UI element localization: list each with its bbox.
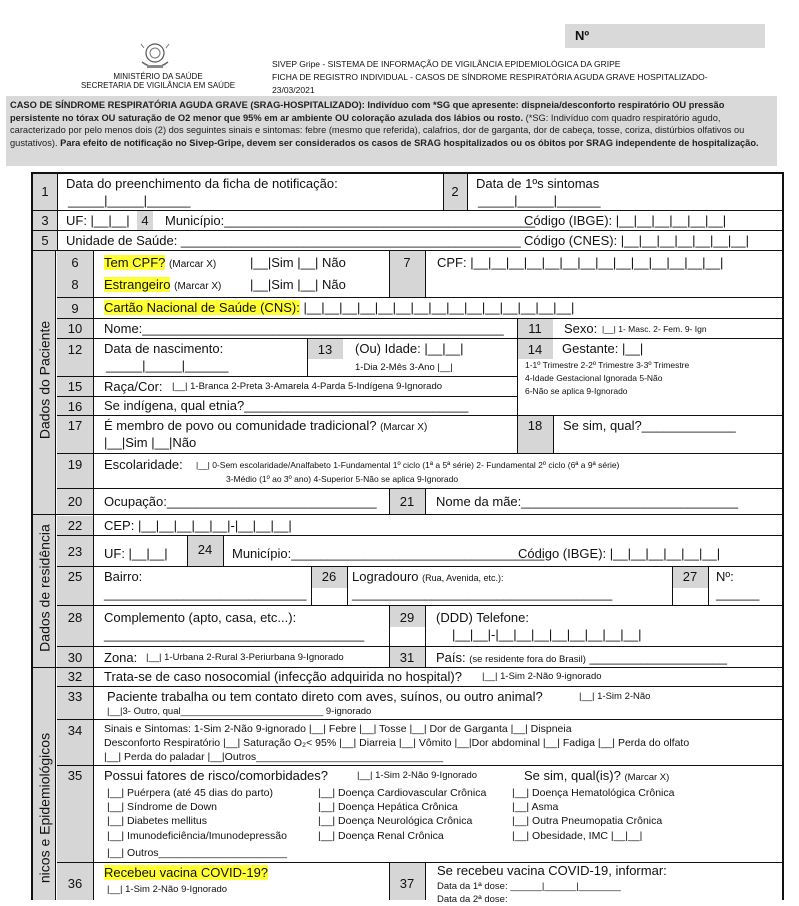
- field-number: 28: [67, 610, 83, 625]
- field-number: 32: [67, 669, 83, 684]
- field-number: 3: [41, 213, 49, 228]
- row-line: [57, 686, 784, 687]
- community-which-field[interactable]: Se sim, qual?_____________: [563, 418, 736, 433]
- row-line: [57, 396, 517, 397]
- covid-vaccine-options[interactable]: |__| 1-Sim 2-Não 9-Ignorado: [107, 884, 228, 895]
- mother-name-field[interactable]: Nome da mãe:______________________________: [436, 494, 739, 509]
- traditional-community-text: É membro de povo ou comunidade tradicional?: [104, 418, 377, 433]
- col-line: [517, 416, 518, 453]
- col-line: [93, 668, 94, 900]
- ministry-name: [78, 72, 238, 90]
- animal-contact-other[interactable]: |__|3- Outro, qual___________________________ 9-ignorado: [107, 706, 372, 717]
- age-text: (Ou) Idade:: [355, 341, 421, 356]
- animal-contact-question: Paciente trabalha ou tem contato direto com aves, suínos, ou outro animal?: [107, 689, 543, 704]
- field-number: 35: [67, 768, 83, 783]
- row-line: [57, 318, 784, 319]
- field-number: 17: [67, 418, 83, 433]
- field-number: 4: [141, 213, 149, 228]
- phone-field[interactable]: |__|__|-|__|__|__|__|__|__|__|__|: [452, 627, 642, 642]
- row-line: [57, 719, 784, 720]
- house-number-label: Nº:: [716, 569, 734, 584]
- field-number: 12: [67, 342, 83, 357]
- field-number: 20: [67, 494, 83, 509]
- field-number: 31: [399, 650, 415, 665]
- field-number: 33: [67, 689, 83, 704]
- cns-label: Cartão Nacional de Saúde (CNS):: [104, 300, 300, 315]
- risk-factors-question: Possui fatores de risco/comorbidades?: [104, 768, 329, 783]
- col-line: [389, 489, 390, 514]
- symptoms-line-3[interactable]: |__| Perda do paladar |__|Outros________________________________: [104, 751, 444, 763]
- field-number: 18: [527, 418, 543, 433]
- field-number: 11: [528, 321, 542, 336]
- cns-question: [104, 300, 574, 315]
- birth-date-field[interactable]: _____|_____|______: [106, 358, 229, 373]
- col-line: [347, 567, 348, 605]
- comorbidity-pneumopathy[interactable]: |__| Outra Pneumopatia Crônica: [512, 815, 663, 827]
- education-options[interactable]: |__| 0-Sem escolaridade/Analfabeto 1-Fundamental 1º ciclo (1ª a 5ª série) 2- Fundamental 2º ciclo (6ª a 9ª série): [196, 460, 620, 470]
- row-line: [57, 453, 784, 454]
- cnes-code-field[interactable]: Código (CNES): |__|__|__|__|__|__|__|: [524, 233, 750, 248]
- municipality-field[interactable]: Município:___________________________________________: [165, 213, 536, 228]
- section-residence: Dados de residência: [36, 524, 53, 652]
- sex-label: Sexo:: [564, 321, 598, 336]
- traditional-community-question: [104, 418, 427, 433]
- field-number: 30: [67, 650, 83, 665]
- definition-bold: CASO DE SÍNDROME RESPIRATÓRIA AGUDA GRAVE (SRAG-HOSPITALIZADO): Indivíduo com *SG que apresente: dispneia/desconforto respiratório OU pressão persistente no tórax OU saturação de O2 menor que 95% em ar ambiente OU coloração azulada dos lábios ou rosto.: [10, 100, 725, 123]
- field-number: 16: [67, 399, 83, 414]
- comorbidity-down[interactable]: |__| Síndrome de Down: [107, 801, 217, 813]
- comorbidity-immunodeficiency[interactable]: |__| Imunodeficiência/Imunodepressão: [107, 830, 287, 842]
- definition-note: Para efeito de notificação no Sivep-Gripe, devem ser considerados os casos de SRAG hospitalizados ou os óbitos por SRAG independente de hospitalização.: [60, 137, 759, 148]
- col-line: [389, 606, 390, 667]
- field-number: 22: [67, 518, 83, 533]
- row-line: [57, 488, 784, 489]
- form-number-field[interactable]: Nº: [565, 24, 765, 48]
- has-cpf-options[interactable]: |__|Sim |__| Não: [250, 255, 346, 270]
- field-number: 1: [41, 184, 49, 199]
- first-dose-date-field[interactable]: Data da 1ª dose: ______|______|________: [437, 881, 621, 892]
- field-number: 15: [67, 379, 83, 394]
- field-number: 29: [399, 610, 415, 625]
- occupation-field[interactable]: Ocupação:_____________________________: [104, 494, 377, 509]
- symptoms-line-1[interactable]: Sinais e Sintomas: 1-Sim 2-Não 9-ignorado |__| Febre |__| Tosse |__| Dor de Garganta |__| Dispneia: [104, 723, 572, 735]
- age-unit-options[interactable]: 1-Dia 2-Mês 3-Ano |__|: [355, 362, 453, 373]
- field-number: 21: [399, 494, 415, 509]
- col-line: [425, 863, 426, 900]
- name-field[interactable]: Nome:__________________________________________________: [104, 321, 504, 336]
- field-number: 10: [67, 321, 83, 336]
- cpf-field[interactable]: CPF: |__|__|__|__|__|__|__|__|__|__|__|__|__|__|: [437, 255, 724, 270]
- comorbidity-cardiovascular[interactable]: |__| Doença Cardiovascular Crônica: [318, 787, 487, 799]
- cep-field[interactable]: CEP: |__|__|__|__|__|-|__|__|__|: [104, 518, 292, 533]
- comorbidity-others[interactable]: |__| Outros______________________: [107, 847, 288, 859]
- country-label: [436, 650, 727, 665]
- ibge-code-field[interactable]: Código (IBGE): |__|__|__|__|__|__|: [524, 213, 727, 228]
- col-line: [553, 416, 554, 453]
- uf-field[interactable]: UF: |__|__|: [66, 213, 130, 228]
- col-line: [93, 251, 94, 667]
- field-number: 8: [71, 277, 79, 292]
- second-dose-date-field[interactable]: Data da 2ª dose:: [437, 894, 508, 905]
- row-line: [57, 862, 784, 863]
- comorbidity-neurologic[interactable]: |__| Doença Neurológica Crônica: [318, 815, 473, 827]
- secretariat-line: SECRETARIA DE VIGILÂNCIA EM SAÚDE: [80, 81, 236, 90]
- row-line: [57, 376, 517, 377]
- foreigner-question: [104, 277, 221, 292]
- complement-label: Complemento (apto, casa, etc...):: [104, 610, 297, 625]
- row-line: [57, 415, 784, 416]
- covid-vaccine-question: [104, 865, 268, 880]
- row-line: [57, 535, 784, 536]
- col-line: [311, 567, 312, 605]
- nosocomial-question: Trata-se de caso nosocomial (infecção adquirida no hospital)?: [104, 669, 462, 684]
- has-cpf-question: [104, 255, 216, 270]
- case-definition: [6, 96, 777, 166]
- col-line: [425, 251, 426, 297]
- health-unit-field[interactable]: Unidade de Saúde: _______________________________________________: [66, 233, 521, 248]
- ministry-line: MINISTÉRIO DA SAÚDE: [113, 72, 203, 81]
- house-number-field[interactable]: ______: [716, 586, 760, 601]
- comorbidity-diabetes[interactable]: |__| Diabetes mellitus: [107, 815, 208, 827]
- row-line: [57, 297, 784, 298]
- foreigner-options[interactable]: |__|Sim |__| Não: [250, 277, 346, 292]
- row-line: [33, 250, 784, 251]
- comorbidity-renal[interactable]: |__| Doença Renal Crônica: [318, 830, 444, 842]
- comorbidity-obesity[interactable]: |__| Obesidade, IMC |__|__|: [512, 830, 643, 842]
- field-number: 9: [71, 301, 79, 316]
- residence-ibge-field[interactable]: Código (IBGE): |__|__|__|__|__|__|: [518, 546, 721, 561]
- field-number: 14: [527, 342, 543, 357]
- symptoms-date-label: Data de 1ºs sintomas: [476, 176, 600, 191]
- comorbidity-asthma[interactable]: |__| Asma: [512, 801, 559, 813]
- comorbidity-puerpera[interactable]: |__| Puérpera (até 45 dias do parto): [107, 787, 273, 799]
- country-hint: (se residente fora do Brasil): [469, 654, 586, 665]
- risk-which-text: Se sim, qual(is)?: [524, 768, 621, 783]
- col-line: [517, 319, 518, 415]
- col-line: [223, 536, 224, 566]
- row-line: [33, 514, 784, 515]
- has-cpf-label: Tem CPF?: [104, 255, 166, 270]
- neighborhood-label: Bairro:: [104, 569, 143, 584]
- col-line: [187, 536, 188, 566]
- row-line: [57, 765, 784, 766]
- street-text: Logradouro: [352, 569, 419, 584]
- cns-field[interactable]: |__|__|__|__|__|__|__|__|__|__|__|__|__|__|__|: [303, 300, 575, 315]
- pregnant-option-line: 6-Não se aplica 9-Ignorado: [525, 386, 628, 396]
- field-number: 24: [197, 542, 213, 557]
- row-line: [33, 210, 784, 211]
- phone-label: (DDD) Telefone:: [436, 610, 529, 625]
- row-line: [57, 605, 784, 606]
- system-title: SIVEP Gripe - SISTEMA DE INFORMAÇÃO DE VIGILÂNCIA EPIDEMIOLÓGICA DA GRIPE: [272, 59, 621, 69]
- street-hint: (Rua, Avenida, etc.):: [422, 573, 504, 583]
- foreigner-label: Estrangeiro: [104, 277, 171, 292]
- pregnant-option-line: 4-Idade Gestacional Ignorada 5-Não: [525, 373, 663, 383]
- col-line: [389, 863, 390, 900]
- field-number: 25: [67, 569, 83, 584]
- risk-which-label: [524, 768, 669, 783]
- symptoms-date-field[interactable]: _____|_____|______: [478, 193, 601, 208]
- sex-options[interactable]: |__| 1- Masc. 2- Fem. 9- Ign: [602, 324, 707, 334]
- field-number: 19: [67, 457, 83, 472]
- education-label: Escolaridade:: [104, 457, 183, 472]
- field-number: 36: [67, 876, 83, 891]
- country-text: País:: [436, 650, 466, 665]
- field-number: 5: [41, 233, 49, 248]
- col-line: [425, 606, 426, 667]
- col-line: [672, 567, 673, 605]
- mark-x-hint: (Marcar X): [624, 772, 670, 783]
- neighborhood-field[interactable]: ____________________________: [104, 586, 307, 601]
- field-number: 13: [317, 342, 333, 357]
- traditional-community-options[interactable]: |__|Sim |__|Não: [104, 435, 197, 450]
- field-number: 2: [451, 184, 459, 199]
- row-line: [57, 566, 784, 567]
- age-label: [355, 341, 463, 356]
- field-number: 34: [67, 723, 83, 738]
- residence-uf-field[interactable]: UF: |__|__|: [104, 546, 168, 561]
- comorbidity-hematologic[interactable]: |__| Doença Hematológica Crônica: [512, 787, 675, 799]
- complement-field[interactable]: ____________________________________: [104, 627, 365, 642]
- section-clinical: nicos e Epidemiológicos: [36, 732, 53, 884]
- col-line: [307, 339, 308, 376]
- mark-x-hint: (Marcar X): [380, 422, 428, 433]
- pregnant-text: Gestante:: [562, 341, 619, 356]
- form-title: [272, 58, 752, 97]
- col-line: [708, 567, 709, 605]
- pregnant-field[interactable]: |__|: [622, 341, 644, 356]
- vaccine-info-label: Se recebeu vacina COVID-19, informar:: [437, 863, 667, 878]
- ethnicity-field[interactable]: Se indígena, qual etnia?_______________________________: [104, 398, 469, 413]
- field-number: 27: [682, 569, 698, 584]
- country-field[interactable]: ___________________: [589, 650, 727, 665]
- risk-factors-options[interactable]: |__| 1-Sim 2-Não 9-Ignorado: [357, 770, 478, 781]
- notification-date-field[interactable]: _____|_____|______: [68, 193, 191, 208]
- zone-options[interactable]: |__| 1-Urbana 2-Rural 3-Periurbana 9-Ignorado: [146, 652, 344, 663]
- row-line: [33, 667, 784, 668]
- race-label: Raça/Cor:: [104, 379, 163, 394]
- field-number: 23: [67, 544, 83, 559]
- field-number: 37: [399, 876, 415, 891]
- field-number: 7: [403, 255, 411, 270]
- form-subtitle: FICHA DE REGISTRO INDIVIDUAL - CASOS DE SÍNDROME RESPIRATÓRIA AGUDA GRAVE HOSPITALIZADO- 23/03/2021: [272, 72, 708, 95]
- row-line: [57, 338, 784, 339]
- street-field[interactable]: ____________________________________: [352, 586, 613, 601]
- row-line: [57, 646, 784, 647]
- coat-of-arms-logo: [138, 40, 172, 72]
- col-line: [425, 489, 426, 514]
- birth-date-label: Data de nascimento:: [104, 341, 224, 356]
- field-number: 6: [71, 255, 79, 270]
- symptoms-line-2[interactable]: Desconforto Respiratório |__| Saturação O₂< 95% |__| Diarreia |__| Vômito |__|Dor abdominal |__| Fadiga |__| Perda do olfato: [104, 737, 690, 749]
- mark-x-hint: (Marcar X): [174, 281, 222, 292]
- race-options[interactable]: |__| 1-Branca 2-Preta 3-Amarela 4-Parda 5-Indígena 9-Ignorado: [172, 381, 443, 392]
- field-number: 26: [321, 569, 337, 584]
- section-patient: Dados do Paciente: [36, 320, 53, 440]
- notification-date-label: Data do preenchimento da ficha de notificação:: [66, 176, 338, 191]
- col-line: [389, 251, 390, 297]
- age-field[interactable]: |__|__|: [424, 341, 464, 356]
- street-label: [352, 569, 504, 584]
- residence-municipality-field[interactable]: Município:___________________________________: [232, 546, 545, 561]
- animal-contact-options[interactable]: |__| 1-Sim 2-Não: [579, 691, 651, 702]
- comorbidity-hepatic[interactable]: |__| Doença Hepática Crônica: [318, 801, 458, 813]
- zone-label: Zona:: [104, 650, 138, 665]
- row-line: [33, 230, 784, 231]
- section-divider: [55, 251, 56, 900]
- education-options-2: 3-Médio (1º ao 3º ano) 4-Superior 5-Não se aplica 9-Ignorado: [226, 474, 459, 484]
- mark-x-hint: (Marcar X): [169, 259, 217, 270]
- covid-vaccine-label: Recebeu vacina COVID-19?: [104, 865, 269, 880]
- pregnant-option-line: 1-1º Trimestre 2-2º Trimestre 3-3º Trimestre: [525, 360, 690, 370]
- nosocomial-options[interactable]: |__| 1-Sim 2-Não 9-ignorado: [482, 671, 602, 682]
- pregnant-label: [562, 341, 643, 356]
- definition-normal: (*SG: Indivíduo com quadro respiratório agudo, caracterizado por pelo menos dois (2) dos seguintes sinais e sintomas: febre (mesmo que referida), calafrios, dor de garganta, dor de cabeça, tosse, coriza, distúrbios olfativos ou gustativos).: [10, 112, 745, 148]
